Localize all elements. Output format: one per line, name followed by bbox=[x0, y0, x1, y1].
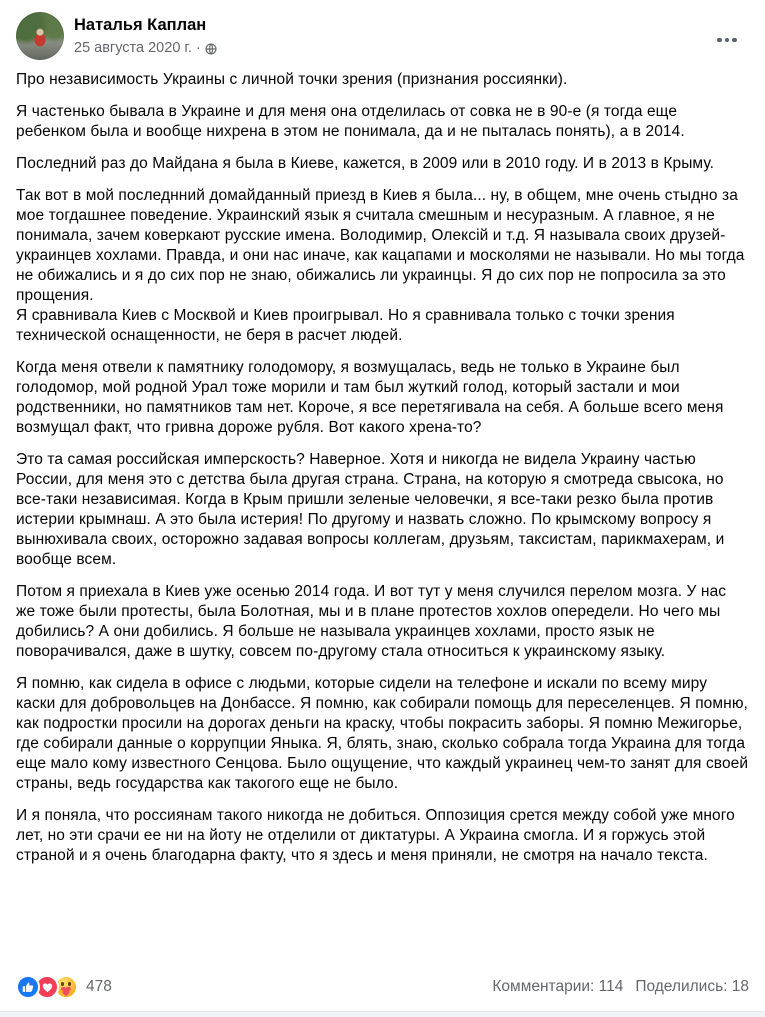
shares-count[interactable]: Поделились: 18 bbox=[635, 978, 749, 995]
counts-right bbox=[492, 978, 749, 996]
ellipsis-icon bbox=[725, 38, 730, 43]
post-date[interactable]: 25 августа 2020 г. bbox=[74, 40, 192, 56]
post-paragraph: Я помню, как сидела в офисе с людьми, которые сидели на телефоне и искали по всему миру каски для добровольцев на Донбассе. Я помню, как собирали помощь для переселенцев. Я помню, как подростки просили на дорогах деньги на краску, чтобы покрасить заборы. Я помню Межигорье, где собирали данные о коррупции Яныка. Я, блять, знаю, сколько собрала тогда Украина для тогда еще мало кому известного Сенцова. Было ощущение, что каждый украинец чем-то занят для своей страны, ведь государства как такогого еще не было. bbox=[16, 675, 749, 792]
author-name[interactable]: Наталья Каплан bbox=[74, 16, 207, 34]
post-subline bbox=[74, 39, 217, 58]
post-paragraph: Потом я приехала в Киев уже осенью 2014 года. И вот тут у меня случился перелом мозга. У нас же тоже были протесты, была Болотная, мы и в плане протестов хохлов опередели. Но чего мы добились? А они добились. Я больше не называла украинцев хохлами, просто язык не поворачивался, даже в шутку, совсем по-другому стала относиться к украинскому языку. bbox=[16, 583, 727, 660]
post-paragraph: Так вот в мой последнний домайданный приезд в Киев я была... ну, в общем, мне очень стыдно за мое тогдашнее поведение. Украинский язык я считала смешным и несуразным. А главное, я не понимала, зачем коверкают русские имена. Володимир, Олексій и т.д. Я называла своих друзей-украинцев хохлами. Правда, и они нас иначе, как кацапами и москолями не называли. Но мы тогда не обижались и я до сих пор не знаю, обижались ли украинцы. Я до сих пор не попросила за это прощения. Я сравнивала Киев с Москвой и Киев проигрывал. Но я сравнивала только с точки зрения технической оснащенности, не беря в расчет людей. bbox=[16, 187, 745, 344]
post-paragraph: Когда меня отвели к памятнику голодомору, я возмущалась, ведь не только в Украине был голодомор, мой родной Урал тоже морили и там был жуткий голод, который застали и мои родственники, но памятников там нет. Короче, я все перетягивала на себя. А больше всего меня возмущал факт, что гривна дороже рубля. Вот какого хрена-то? bbox=[16, 359, 724, 436]
ellipsis-icon bbox=[732, 38, 737, 43]
header-meta bbox=[74, 12, 217, 58]
post-footer bbox=[0, 969, 765, 1011]
ellipsis-icon bbox=[717, 38, 722, 43]
post-paragraph: И я поняла, что россиянам такого никогда не добиться. Оппозиция срется между собой уже много лет, но эти срачи ее ни на йоту не отделили от диктатуры. А Украина смогла. И я горжусь этой страной и я очень благодарна факту, что я здесь и меня приняли, не смотря на начало текста. bbox=[16, 807, 735, 864]
post-text bbox=[0, 60, 765, 969]
reactions-summary[interactable] bbox=[16, 975, 112, 999]
post-paragraph: Это та самая российская имперскость? Наверное. Хотя и никогда не видела Украину частью России, для меня это с детства была другая страна. Страна, на которую я смотреда свысока, но все-таки независимая. Когда в Крым пришли зеленые человечки, я все-таки резко была против истерии крымнаш. А это была истерия! По другому и назвать сложно. По крымскому вопросу я вынюхивала своих, осторожно задавая вопросы коллегам, друзьям, таксистам, парикмахерам, и вообще всем. bbox=[16, 451, 725, 568]
post-paragraph: Про независимость Украины с личной точки зрения (признания россиянки). bbox=[16, 71, 568, 88]
comments-count[interactable]: Комментарии: 114 bbox=[492, 978, 624, 995]
globe-icon bbox=[205, 43, 217, 55]
like-icon bbox=[16, 975, 40, 999]
post-header bbox=[0, 0, 765, 60]
post-menu-button[interactable] bbox=[709, 22, 745, 58]
section-divider bbox=[0, 1011, 765, 1017]
dot-separator: · bbox=[195, 40, 201, 56]
post-paragraph: Я частенько бывала в Украине и для меня она отделилась от совка не в 90-е (я тогда еще ребенком была и вообще нихрена в этом не понимала, да и не пыталась понять), а в 2014. bbox=[16, 103, 685, 140]
avatar[interactable] bbox=[16, 12, 64, 60]
post-paragraph: Последний раз до Майдана я была в Киеве, кажется, в 2009 или в 2010 году. И в 2013 в Крыму. bbox=[16, 155, 715, 172]
reaction-count[interactable]: 478 bbox=[86, 978, 112, 995]
